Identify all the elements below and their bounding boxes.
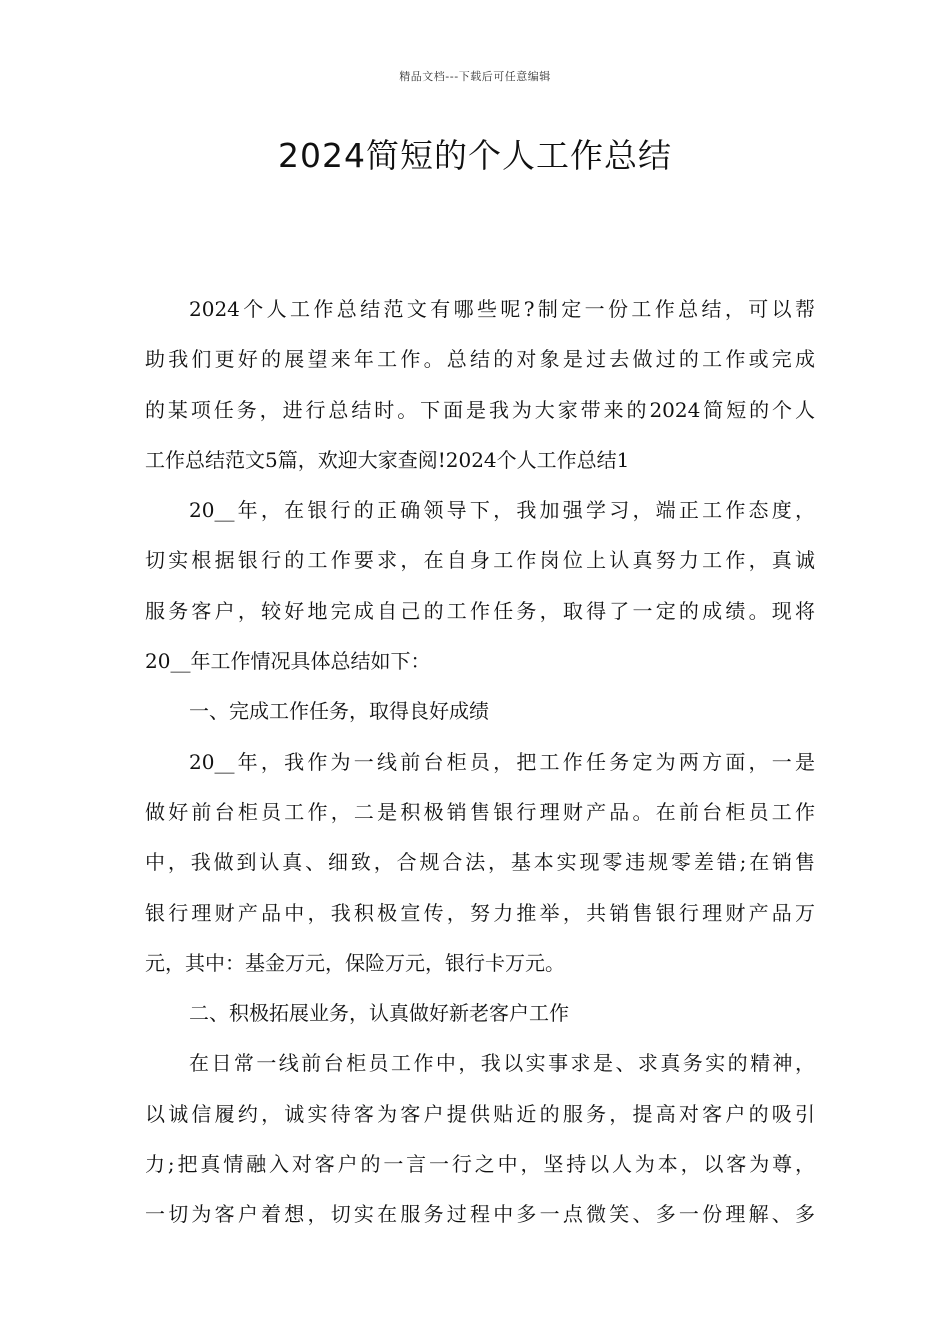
body-line: 做好前台柜员工作，二是积极销售银行理财产品。在前台柜员工作 (145, 799, 815, 824)
body-line: 20__年，在银行的正确领导下，我加强学习，端正工作态度， (189, 498, 815, 523)
body-line: 切实根据银行的工作要求，在自身工作岗位上认真努力工作，真诚 (145, 548, 815, 573)
body-line: 一切为客户着想，切实在服务过程中多一点微笑、多一份理解、多 (145, 1202, 815, 1227)
document-body (145, 284, 815, 1240)
body-line: 助我们更好的展望来年工作。总结的对象是过去做过的工作或完成 (145, 347, 815, 372)
body-line: 的某项任务，进行总结时。下面是我为大家带来的2024简短的个人 (145, 397, 815, 422)
body-line: 元，其中：基金万元，保险万元，银行卡万元。 (145, 950, 565, 975)
body-line: 2024个人工作总结范文有哪些呢?制定一份工作总结，可以帮 (189, 297, 815, 321)
body-line: 20__年工作情况具体总结如下： (145, 649, 431, 674)
body-line: 二、积极拓展业务，认真做好新老客户工作 (189, 1001, 569, 1026)
body-line: 以诚信履约，诚实待客为客户提供贴近的服务，提高对客户的吸引 (145, 1101, 815, 1126)
body-line: 力;把真情融入对客户的一言一行之中，坚持以人为本，以客为尊， (145, 1152, 815, 1177)
body-line: 服务客户，较好地完成自己的工作任务，取得了一定的成绩。现将 (145, 598, 815, 623)
header-note: 精品文档---下载后可任意编辑 (399, 70, 551, 83)
body-line: 中，我做到认真、细致，合规合法，基本实现零违规零差错;在销售 (145, 850, 815, 875)
body-line: 工作总结范文5篇，欢迎大家查阅!2024个人工作总结1 (145, 447, 630, 472)
document-title: 2024简短的个人工作总结 (278, 136, 672, 175)
body-line: 银行理财产品中，我积极宣传，努力推举，共销售银行理财产品万 (145, 900, 815, 925)
body-line: 在日常一线前台柜员工作中，我以实事求是、求真务实的精神， (189, 1051, 815, 1076)
body-line: 一、完成工作任务，取得良好成绩 (189, 699, 489, 724)
body-line: 20__年，我作为一线前台柜员，把工作任务定为两方面，一是 (189, 749, 815, 774)
